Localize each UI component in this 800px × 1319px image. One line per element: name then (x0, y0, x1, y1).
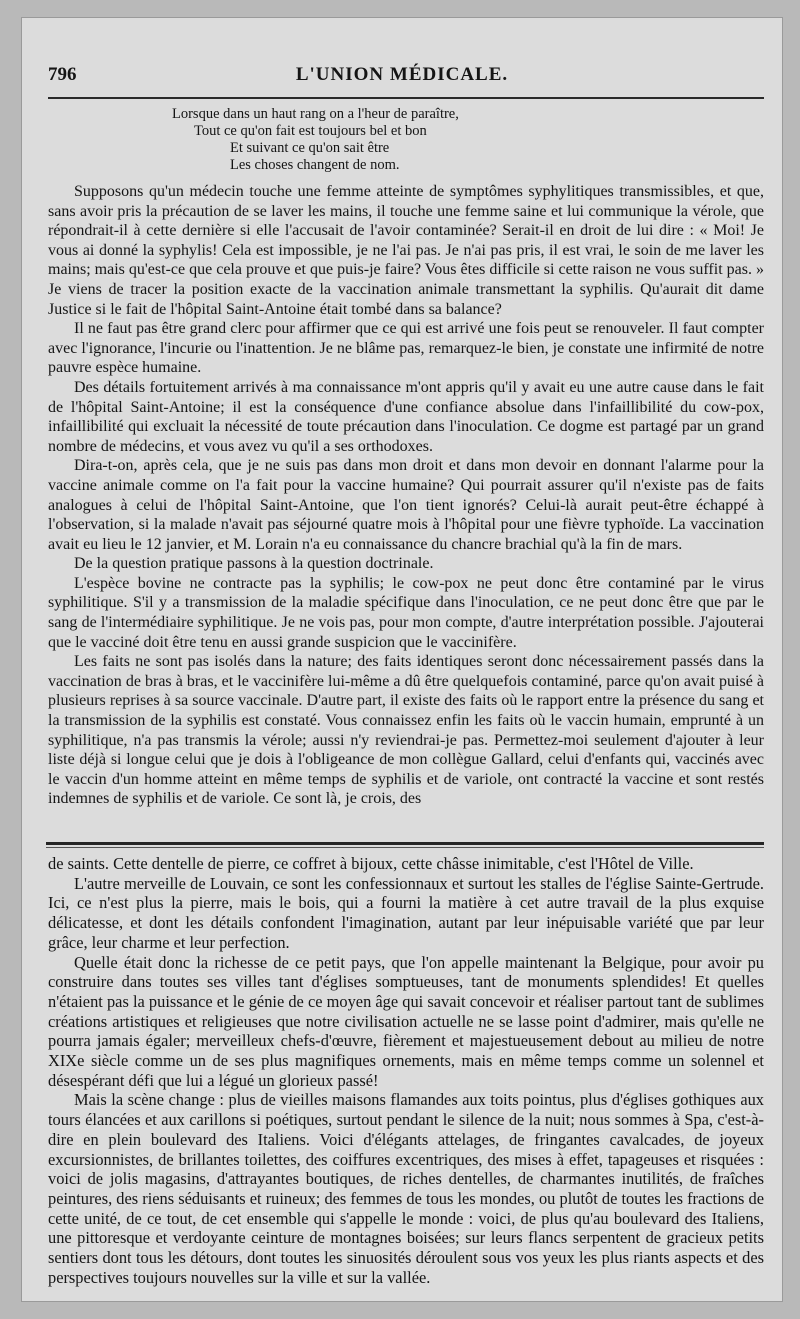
verse-line: Lorsque dans un haut rang on a l'heur de paraître, (172, 106, 459, 122)
paragraph: De la question pratique passons à la question doctrinale. (74, 555, 434, 573)
feuilleton-body (48, 854, 764, 1287)
paragraph: Dira-t-on, après cela, que je ne suis pas dans mon droit et dans mon devoir en donnant l'alarme pour la vaccine animale comme on l'a fait pour la vaccine humaine? Qui pourrait assurer qu'il n'existe pas de faits analogues à celui de l'hôpital Saint-Antoine, que l'on tient ignorés? Celui-là aurait peut-être échappé à l'observation, si la malade n'avait pas séjourné quatre mois à l'hôpital pour une fièvre typhoïde. La vaccination avait eu lieu le 12 janvier, et M. Lorain n'a eu connaissance du chancre brachial qu'à la fin de mars. (48, 457, 764, 553)
paragraph: L'espèce bovine ne contracte pas la syphilis; le cow-pox ne peut donc être contaminé par le virus syphilitique. S'il y a transmission de la maladie spécifique dans l'inoculation, ce ne peut donc être que par le sang de l'intermédiaire syphilitique. Je ne vois pas, pour mon compte, d'autre interprétation possible. J'ajouterai que le vacciné doit être tenu en aussi grande suspicion que le vaccinifère. (48, 574, 764, 651)
verse-line: Tout ce qu'on fait est toujours bel et bon (194, 123, 427, 139)
page-header (42, 60, 762, 90)
feuilleton-separator-thin (46, 847, 764, 848)
verse-line: Les choses changent de nom. (230, 157, 400, 173)
journal-page (22, 18, 782, 1301)
paragraph: Quelle était donc la richesse de ce petit pays, que l'on appelle maintenant la Belgique, pour avoir pu construire dans toutes ses villes tant d'églises somptueuses, tant de monuments splendides! Et quelles n'étaient pas la puissance et le génie de ce moyen âge qui savait concevoir et réaliser partout tant de sublimes créations artistiques et religieuses que notre civilisation actuelle ne se lasse point d'admirer, mais qu'elle ne pourra jamais égaler; merveilleux chefs-d'œuvre, fièrement et majestueusement debout au milieu de notre XIXe siècle comme un de ses plus magnifiques ornements, mais en même temps comme un solennel et désespérant défi que lui a légué un glorieux passé! (48, 952, 764, 1090)
paragraph: Supposons qu'un médecin touche une femme atteinte de symptômes syphylitiques transmissibles, et que, sans avoir pris la précaution de se laver les mains, il touche une femme saine et lui communique la vérole, que répondrait-il à cette dernière si elle l'accusait de l'avoir contaminée? Serait-il en droit de lui dire : « Moi! Je vous ai donné la syphylis! Cela est impossible, je ne l'ai pas. Je n'ai pas pris, il est vrai, le soin de me laver les mains; mais qu'est-ce que cela prouve et que puis-je faire? Vous êtes difficile si cette raison ne vous suffit pas. » Je viens de tracer la position exacte de la vaccination animale transmettant la syphilis. Qu'aurait dit dame Justice si le fait de l'hôpital Saint-Antoine était tombé dans sa balance? (48, 183, 764, 318)
paragraph: Il ne faut pas être grand clerc pour affirmer que ce qui est arrivé une fois peut se renouveler. Il faut compter avec l'ignorance, l'incurie ou l'inattention. Je ne blâme pas, remarquez-le bien, je constate une infirmité de notre pauvre espèce humaine. (48, 320, 764, 377)
paragraph: de saints. Cette dentelle de pierre, ce coffret à bijoux, cette châsse inimitable, c'est l'Hôtel de Ville. (48, 854, 694, 873)
page-number: 796 (48, 64, 77, 85)
article-body (48, 182, 764, 809)
paragraph: Mais la scène change : plus de vieilles maisons flamandes aux toits pointus, plus d'églises gothiques aux tours élancées et aux carillons si poétiques, surtout pendant le silence de la nuit; nous sommes à Spa, c'est-à-dire en plein boulevard des Italiens. Voici d'élégants attelages, de fringantes cavalcades, de joyeux excursionnistes, de brillantes toilettes, des coiffures excentriques, des mises à effet, tapageuses et risquées : voici de jolis magasins, d'attrayantes boutiques, de riches dentelles, de charmantes inutilités, de fraîches peintures, des riens séduisants et ruineux; des femmes de tous les mondes, ou plutôt de toutes les fractions de cette unité, de ce tout, de cet ensemble qui s'appelle le monde : voici, de plus qu'au boulevard des Italiens, une pittoresque et verdoyante ceinture de montagnes boisées; sur leurs flancs serpentent de gracieux petits sentiers dont tous les détours, dont toutes les sinuosités déroulent sous vos yeux les plus riants aspects et des perspectives toujours nouvelles sur la ville et sur la vallée. (48, 1090, 764, 1287)
paragraph: L'autre merveille de Louvain, ce sont les confessionnaux et surtout les stalles de l'église Sainte-Gertrude. Ici, ce n'est plus la pierre, mais le bois, qui a fourni la matière à cet autre travail de la plus exquise délicatesse, et dont les détails confondent l'imagination, autant par leur inépuisable variété que par leur grâce, leur charme et leur perfection. (48, 873, 764, 952)
feuilleton-separator (46, 842, 764, 845)
paragraph: Des détails fortuitement arrivés à ma connaissance m'ont appris qu'il y avait eu une autre cause dans le fait de l'hôpital Saint-Antoine; il est la conséquence d'une confiance absolue dans l'infaillibilité du cow-pox, infaillibilité qui excluait la nécessité de toute précaution dans l'inoculation. Ce dogme est partagé par un grand nombre de médecins, et vous avez vu qu'il a ses orthodoxes. (48, 378, 764, 455)
running-title: L'UNION MÉDICALE. (295, 64, 509, 85)
paragraph: Les faits ne sont pas isolés dans la nature; des faits identiques seront donc nécessairement passés dans la vaccination de bras à bras, et le vaccinifère lui-même a dû être quelquefois contaminé, parce qu'on avait puisé à plusieurs reprises à sa source vaccinale. D'autre part, il existe des faits où le rapport entre la présence du sang et la transmission de la syphilis est constaté. Vous connaissez enfin les faits où le vaccin humain, emprunté à un syphilitique, n'a pas transmis la vérole; aussi n'y reviendrai-je pas. Permettez-moi seulement d'ajouter à leur liste déjà si longue celui que je dois à l'obligeance de mon collègue Gallard, celui d'enfants qui, vaccinés avec le vaccin d'un homme atteint en même temps de syphilis et de variole, ont contracté la vaccine et sont restés indemnes de syphilis et de variole. Ce sont là, je crois, des (48, 653, 764, 808)
header-rule (48, 97, 764, 99)
verse-line: Et suivant ce qu'on sait être (230, 140, 390, 156)
verse-quotation (172, 106, 622, 174)
